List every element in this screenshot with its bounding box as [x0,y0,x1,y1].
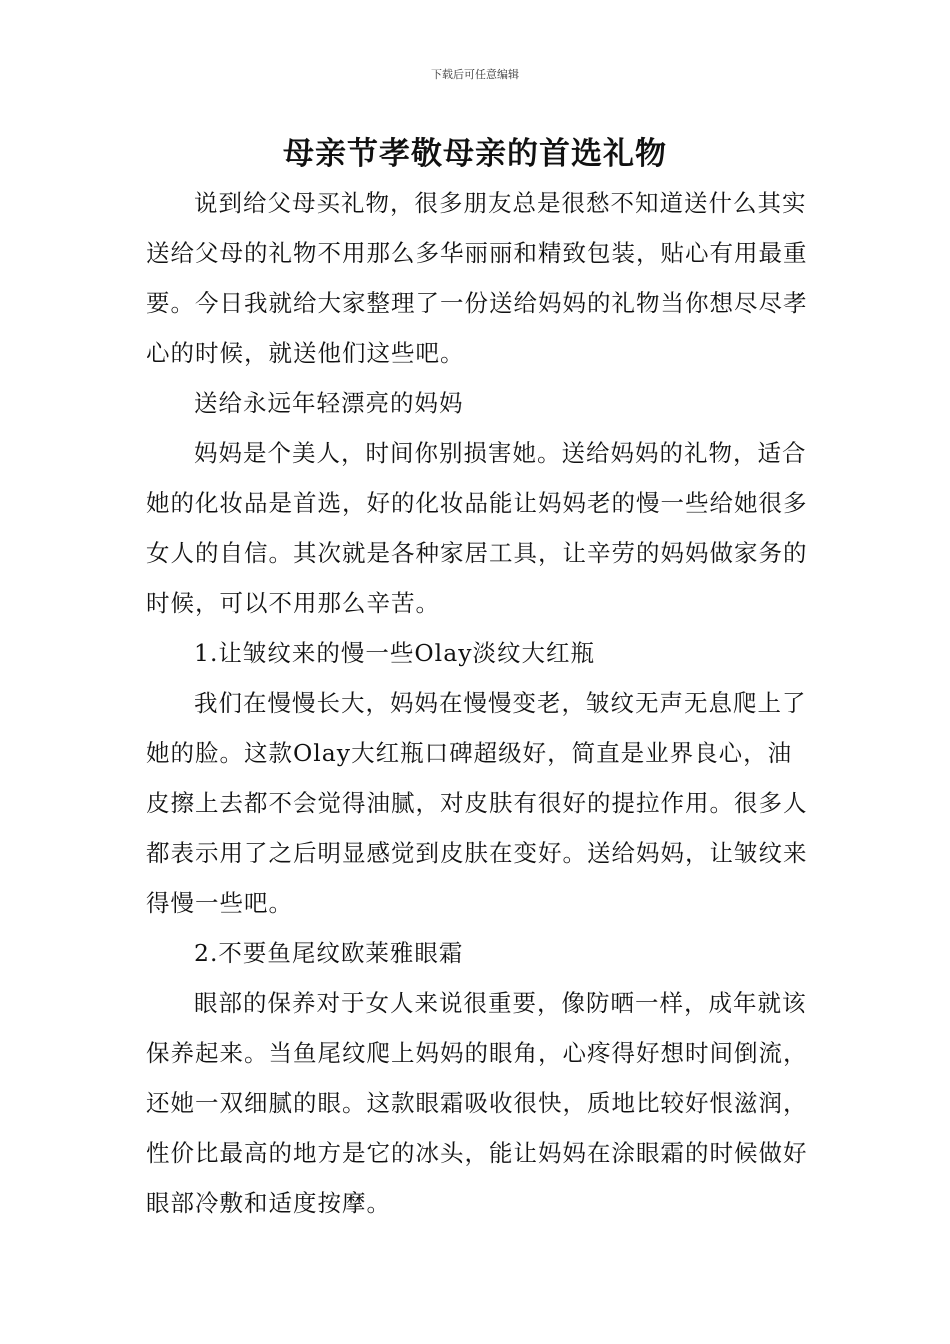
paragraph-olay: 我们在慢慢长大，妈妈在慢慢变老，皱纹无声无息爬上了她的脸。这款Olay大红瓶口碑超级好，简直是业界良心，油皮擦上去都不会觉得油腻，对皮肤有很好的提拉作用。很多人都表示用了之后明显感觉到皮肤在变好。送给妈妈，让皱纹来得慢一些吧。 [146,689,808,917]
section-heading-young-mom: 送给永远年轻漂亮的妈妈 [194,389,464,417]
item-heading-eye-cream: 2.不要鱼尾纹欧莱雅眼霜 [194,939,464,967]
paragraph-intro: 说到给父母买礼物，很多朋友总是很愁不知道送什么其实送给父母的礼物不用那么多华丽丽和精致包装，贴心有用最重要。今日我就给大家整理了一份送给妈妈的礼物当你想尽尽孝心的时候，就送他们这些吧。 [146,189,808,367]
document-body [146,178,814,1228]
header-note: 下载后可任意编辑 [431,68,519,81]
paragraph-eye-cream: 眼部的保养对于女人来说很重要，像防晒一样，成年就该保养起来。当鱼尾纹爬上妈妈的眼角，心疼得好想时间倒流，还她一双细腻的眼。这款眼霜吸收很快，质地比较好恨滋润，性价比最高的地方是它的冰头，能让妈妈在涂眼霜的时候做好眼部冷敷和适度按摩。 [146,989,808,1217]
paragraph-beauty: 妈妈是个美人，时间你别损害她。送给妈妈的礼物，适合她的化妆品是首选，好的化妆品能让妈妈老的慢一些给她很多女人的自信。其次就是各种家居工具，让辛劳的妈妈做家务的时候，可以不用那么辛苦。 [146,439,808,617]
document-title: 母亲节孝敬母亲的首选礼物 [283,136,667,172]
item-heading-olay: 1.让皱纹来的慢一些Olay淡纹大红瓶 [194,639,595,667]
